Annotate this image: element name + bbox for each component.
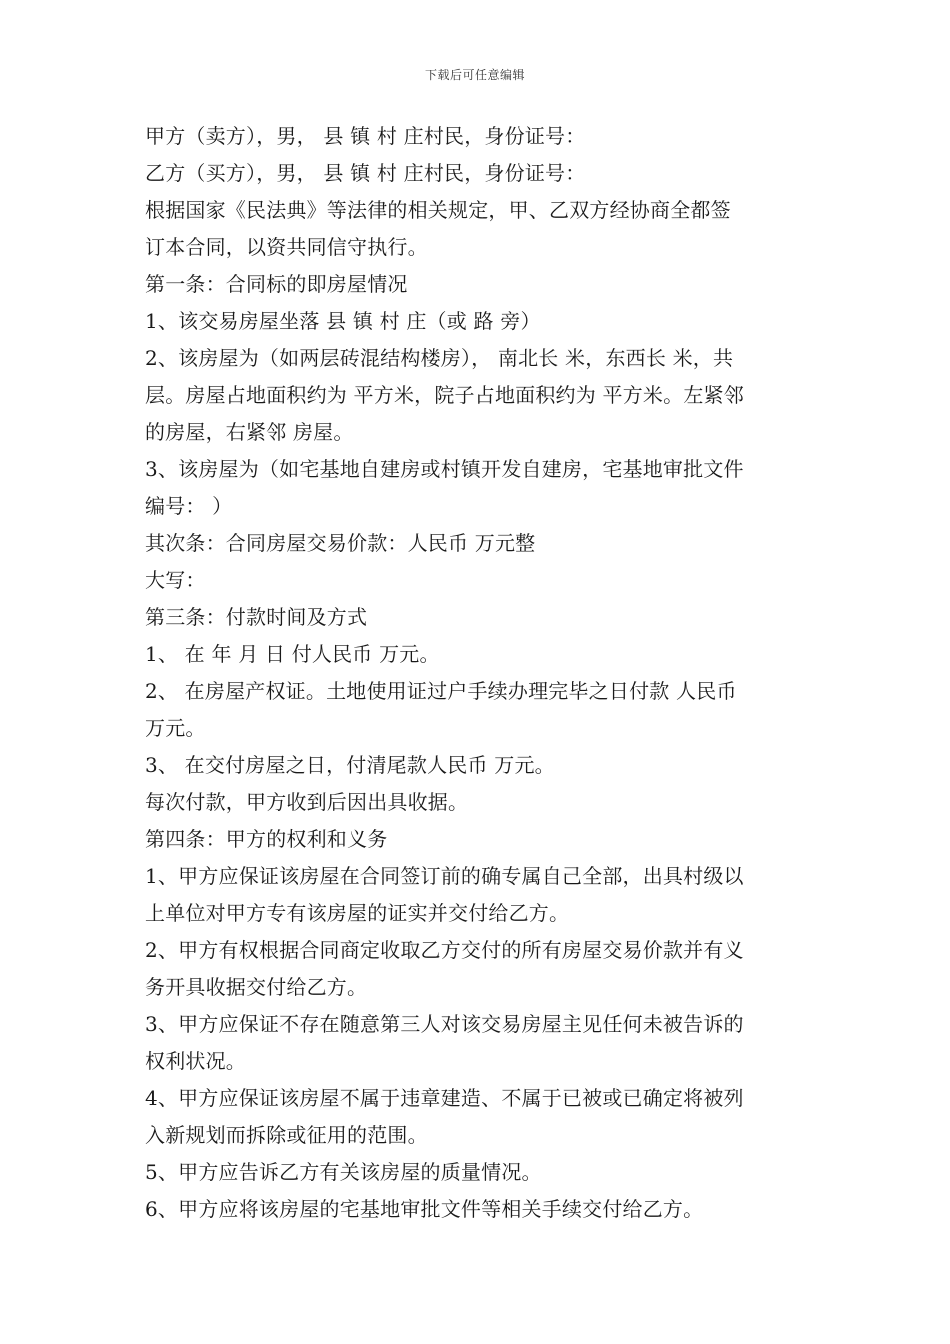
text-line: 订本合同，以资共同信守执行。 (145, 235, 428, 259)
text-line: 4、甲方应保证该房屋不属于违章建造、不属于已被或已确定将被列 (145, 1086, 744, 1110)
text-line: 入新规划而拆除或征用的范围。 (145, 1123, 428, 1147)
text-line: 每次付款，甲方收到后因出具收据。 (145, 790, 469, 814)
text-line: 务开具收据交付给乙方。 (145, 975, 368, 999)
text-line: 2、 在房屋产权证。土地使用证过户手续办理完毕之日付款 人民币 (145, 679, 737, 703)
text-line: 编号： ） (145, 494, 233, 518)
text-line: 甲方（卖方），男， 县 镇 村 庄村民，身份证号： (145, 124, 586, 148)
text-line: 2、甲方有权根据合同商定收取乙方交付的所有房屋交易价款并有义 (145, 938, 744, 962)
text-line: 5、甲方应告诉乙方有关该房屋的质量情况。 (145, 1160, 542, 1184)
text-line: 3、甲方应保证不存在随意第三人对该交易房屋主见任何未被告诉的 (145, 1012, 744, 1036)
text-line: 权利状况。 (145, 1049, 246, 1073)
text-line: 大写： (145, 568, 206, 592)
text-line: 3、该房屋为（如宅基地自建房或村镇开发自建房，宅基地审批文件 (145, 457, 744, 481)
document-body (145, 118, 810, 1228)
text-line: 1、该交易房屋坐落 县 镇 村 庄（或 路 旁） (145, 309, 541, 333)
page-header: 下载后可任意编辑 (424, 68, 525, 82)
section-heading: 其次条：合同房屋交易价款：人民币 万元整 (145, 531, 536, 555)
text-line: 乙方（买方），男， 县 镇 村 庄村民，身份证号： (145, 161, 586, 185)
text-line: 2、该房屋为（如两层砖混结构楼房）， 南北长 米，东西长 米，共 (145, 346, 734, 370)
text-line: 3、 在交付房屋之日，付清尾款人民币 万元。 (145, 753, 555, 777)
section-heading: 第一条：合同标的即房屋情况 (145, 272, 408, 296)
text-line: 根据国家《民法典》等法律的相关规定，甲、乙双方经协商全都签 (145, 198, 731, 222)
text-line: 层。房屋占地面积约为 平方米，院子占地面积约为 平方米。左紧邻 (145, 383, 744, 407)
text-line: 1、 在 年 月 日 付人民币 万元。 (145, 642, 440, 666)
text-line: 6、甲方应将该房屋的宅基地审批文件等相关手续交付给乙方。 (145, 1197, 704, 1221)
text-line: 1、甲方应保证该房屋在合同签订前的确专属自己全部，出具村级以 (145, 864, 744, 888)
text-line: 的房屋，右紧邻 房屋。 (145, 420, 354, 444)
section-heading: 第四条：甲方的权利和义务 (145, 827, 388, 851)
section-heading: 第三条：付款时间及方式 (145, 605, 368, 629)
text-line: 万元。 (145, 716, 206, 740)
text-line: 上单位对甲方专有该房屋的证实并交付给乙方。 (145, 901, 570, 925)
